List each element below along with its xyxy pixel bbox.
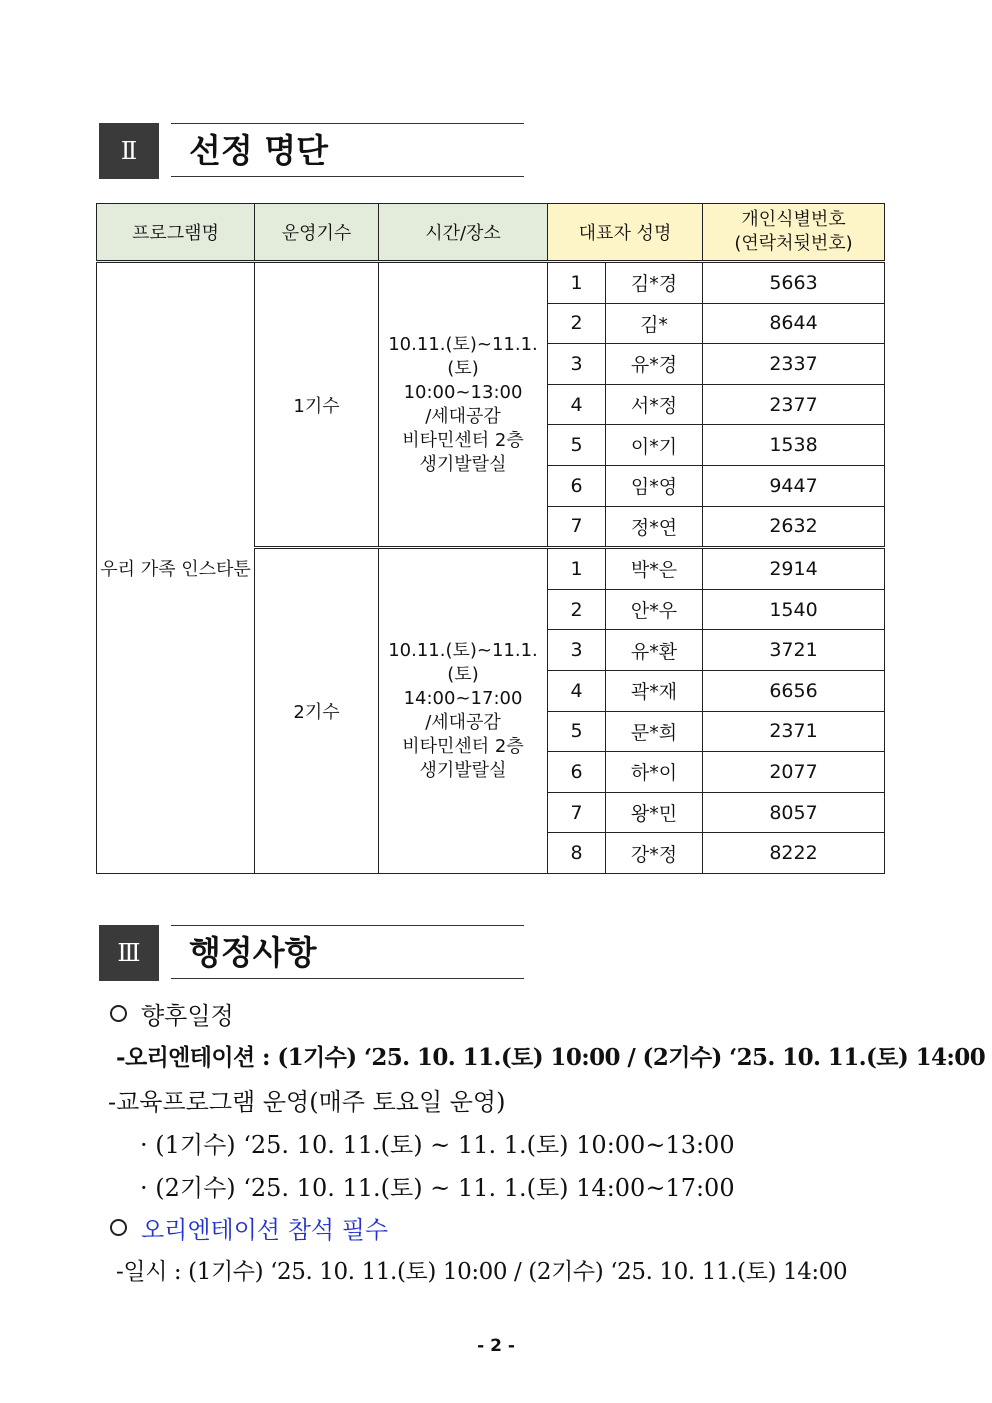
place-line: 10.11.(토)~11.1.(토) [388, 640, 538, 686]
representative-name: 하*이 [606, 752, 703, 793]
col-header-representative: 대표자 성명 [548, 204, 703, 262]
row-number: 6 [548, 465, 606, 506]
place-line: 10:00~13:00 [403, 381, 523, 403]
col-header-id-line2: (연락처뒷번호) [734, 233, 853, 254]
place-line: 비타민센터 2층 [402, 429, 524, 451]
schedule-heading [110, 996, 234, 1031]
time-place-cell [379, 262, 548, 548]
row-number: 1 [548, 262, 606, 304]
place-line: 10.11.(토)~11.1.(토) [388, 333, 538, 379]
representative-name: 서*정 [606, 384, 703, 425]
representative-name: 김* [606, 303, 703, 344]
representative-name: 유*경 [606, 344, 703, 385]
row-number: 3 [548, 344, 606, 385]
selection-roster-table [96, 203, 885, 874]
place-line: /세대공감 [425, 405, 501, 427]
id-number: 3721 [703, 630, 885, 671]
row-number: 7 [548, 506, 606, 548]
row-number: 5 [548, 425, 606, 466]
schedule-title: 향후일정 [141, 1002, 234, 1030]
circle-bullet-icon [110, 1219, 127, 1236]
cohort-cell: 1기수 [255, 262, 379, 548]
representative-name: 김*경 [606, 262, 703, 304]
table-header-row [97, 204, 885, 262]
row-number: 4 [548, 670, 606, 711]
program-name-cell: 우리 가족 인스타툰 [97, 262, 255, 874]
id-number: 8644 [703, 303, 885, 344]
representative-name: 왕*민 [606, 792, 703, 833]
representative-name: 문*희 [606, 711, 703, 752]
time-place-cell [379, 548, 548, 874]
id-number: 1540 [703, 589, 885, 630]
id-number: 1538 [703, 425, 885, 466]
id-number: 2377 [703, 384, 885, 425]
col-header-id-line1: 개인식별번호 [741, 209, 846, 230]
row-number: 3 [548, 630, 606, 671]
notice-heading [110, 1210, 388, 1245]
section-number: Ⅱ [99, 123, 159, 179]
id-number: 6656 [703, 670, 885, 711]
representative-name: 이*기 [606, 425, 703, 466]
page-number: - 2 - [477, 1336, 515, 1356]
circle-bullet-icon [110, 1005, 127, 1022]
place-line: 생기발랄실 [419, 453, 507, 475]
id-number: 9447 [703, 465, 885, 506]
id-number: 2337 [703, 344, 885, 385]
program-operation-line: -교육프로그램 운영(매주 토요일 운영) [108, 1088, 506, 1116]
representative-name: 박*은 [606, 548, 703, 590]
id-number: 8222 [703, 833, 885, 874]
representative-name: 유*환 [606, 630, 703, 671]
col-header-program: 프로그램명 [97, 204, 255, 262]
section-title: 행정사항 [171, 925, 524, 979]
id-number: 5663 [703, 262, 885, 304]
representative-name: 임*영 [606, 465, 703, 506]
col-header-time-place: 시간/장소 [379, 204, 548, 262]
cohort-cell: 2기수 [255, 548, 379, 874]
representative-name: 강*정 [606, 833, 703, 874]
row-number: 2 [548, 589, 606, 630]
orientation-line: -오리엔테이션 : (1기수) ‘25. 10. 11.(토) 10:00 / (2기수) ‘25. 10. 11.(토) 14:00 [116, 1044, 986, 1071]
table-row [97, 262, 885, 304]
section-number: Ⅲ [99, 925, 159, 981]
row-number: 8 [548, 833, 606, 874]
row-number: 1 [548, 548, 606, 590]
representative-name: 안*우 [606, 589, 703, 630]
place-line: 생기발랄실 [419, 760, 507, 782]
id-number: 2914 [703, 548, 885, 590]
representative-name: 정*연 [606, 506, 703, 548]
id-number: 2371 [703, 711, 885, 752]
row-number: 4 [548, 384, 606, 425]
place-line: 비타민센터 2층 [402, 736, 524, 758]
row-number: 2 [548, 303, 606, 344]
col-header-id-number [703, 204, 885, 262]
id-number: 8057 [703, 792, 885, 833]
row-number: 6 [548, 752, 606, 793]
place-line: /세대공감 [425, 712, 501, 734]
representative-name: 곽*재 [606, 670, 703, 711]
orientation-date-line: -일시 : (1기수) ‘25. 10. 11.(토) 10:00 / (2기수) ‘25. 10. 11.(토) 14:00 [116, 1259, 848, 1285]
place-line: 14:00~17:00 [403, 688, 523, 710]
cohort1-schedule-line: · (1기수) ‘25. 10. 11.(토) ~ 11. 1.(토) 10:00~13:00 [140, 1131, 735, 1159]
row-number: 7 [548, 792, 606, 833]
section-title: 선정 명단 [171, 123, 524, 177]
row-number: 5 [548, 711, 606, 752]
cohort2-schedule-line: · (2기수) ‘25. 10. 11.(토) ~ 11. 1.(토) 14:00~17:00 [140, 1174, 735, 1202]
col-header-cohort: 운영기수 [255, 204, 379, 262]
notice-title: 오리엔테이션 참석 필수 [141, 1216, 389, 1244]
id-number: 2632 [703, 506, 885, 548]
id-number: 2077 [703, 752, 885, 793]
